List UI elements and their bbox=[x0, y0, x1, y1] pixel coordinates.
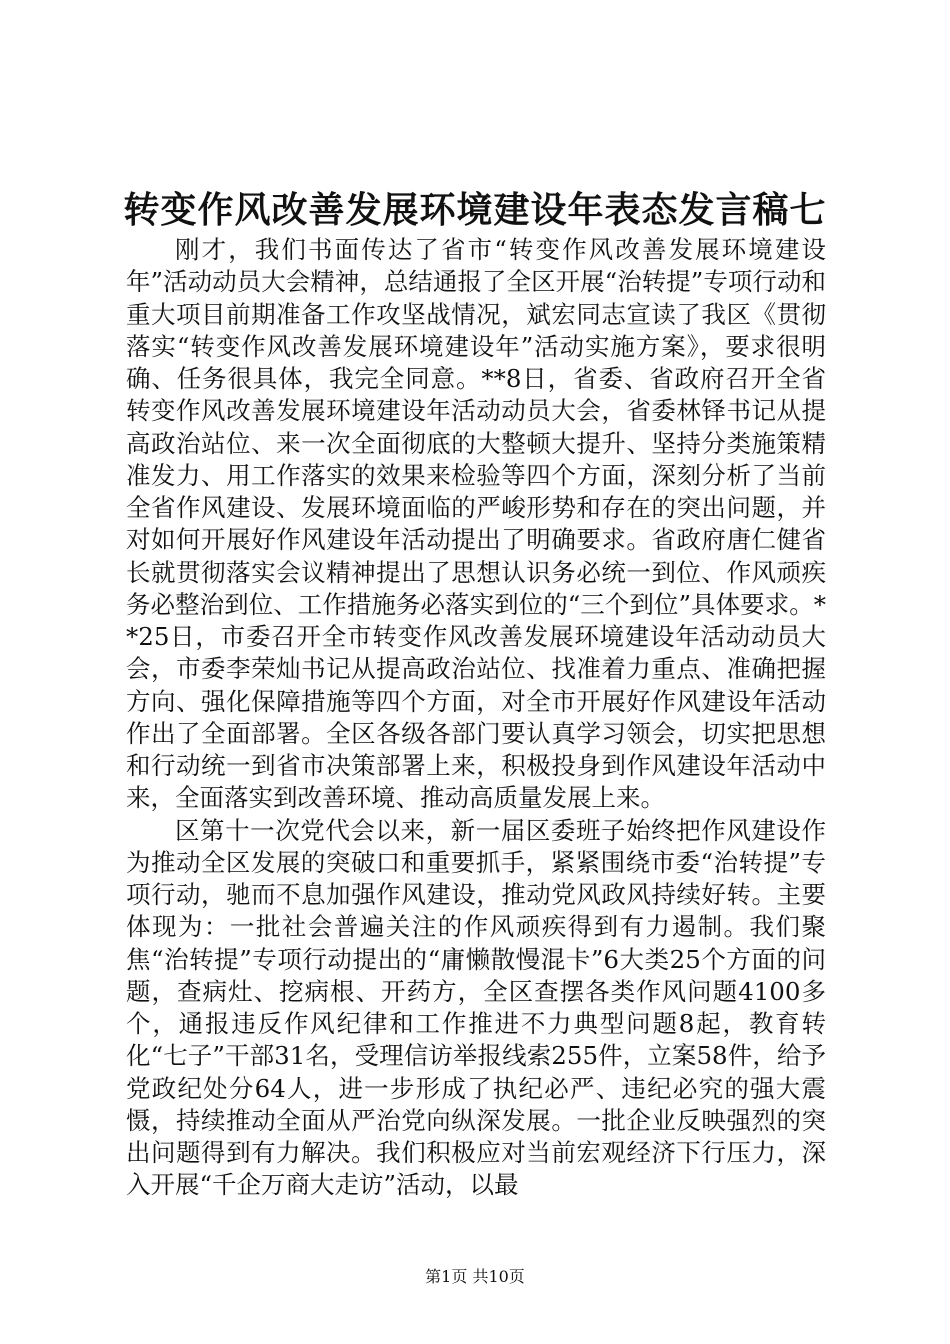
document-body bbox=[126, 234, 826, 1202]
body-paragraph: 区第十一次党代会以来，新一届区委班子始终把作风建设作为推动全区发展的突破口和重要抓手，紧紧围绕市委“治转提”专项行动，驰而不息加强作风建设，推动党风政风持续好转。主要体现为：一批社会普遍关注的作风顽疾得到有力遏制。我们聚焦“治转提”专项行动提出的“庸懒散慢混卡”6大类25个方面的问题，查病灶、挖病根、开药方，全区查摆各类作风问题4100多个，通报违反作风纪律和工作推进不力典型问题8起，教育转化“七子”干部31名，受理信访举报线索255件，立案58件，给予党政纪处分64人，进一步形成了执纪必严、违纪必究的强大震慑，持续推动全面从严治党向纵深发展。一批企业反映强烈的突出问题得到有力解决。我们积极应对当前宏观经济下行压力，深入开展“千企万商大走访”活动，以最 bbox=[126, 815, 826, 1200]
page-footer: 第1页 共10页 bbox=[425, 1267, 525, 1286]
document-title: 转变作风改善发展环境建设年表态发言稿七 bbox=[123, 189, 827, 231]
body-paragraph: 刚才，我们书面传达了省市“转变作风改善发展环境建设年”活动动员大会精神，总结通报了全区开展“治转提”专项行动和重大项目前期准备工作攻坚战情况，斌宏同志宣读了我区《贯彻落实“转变作风改善发展环境建设年”活动实施方案》，要求很明确、任务很具体，我完全同意。**8日，省委、省政府召开全省转变作风改善发展环境建设年活动动员大会，省委林铎书记从提高政治站位、来一次全面彻底的大整顿大提升、坚持分类施策精准发力、用工作落实的效果来检验等四个方面，深刻分析了当前全省作风建设、发展环境面临的严峻形势和存在的突出问题，并对如何开展好作风建设年活动提出了明确要求。省政府唐仁健省长就贯彻落实会议精神提出了思想认识务必统一到位、作风顽疾务必整治到位、工作措施务必落实到位的“三个到位”具体要求。**25日，市委召开全市转变作风改善发展环境建设年活动动员大会，市委李荣灿书记从提高政治站位、找准着力重点、准确把握方向、强化保障措施等四个方面，对全市开展好作风建设年活动作出了全面部署。全区各级各部门要认真学习领会，切实把思想和行动统一到省市决策部署上来，积极投身到作风建设年活动中来，全面落实到改善环境、推动高质量发展上来。 bbox=[126, 235, 826, 813]
